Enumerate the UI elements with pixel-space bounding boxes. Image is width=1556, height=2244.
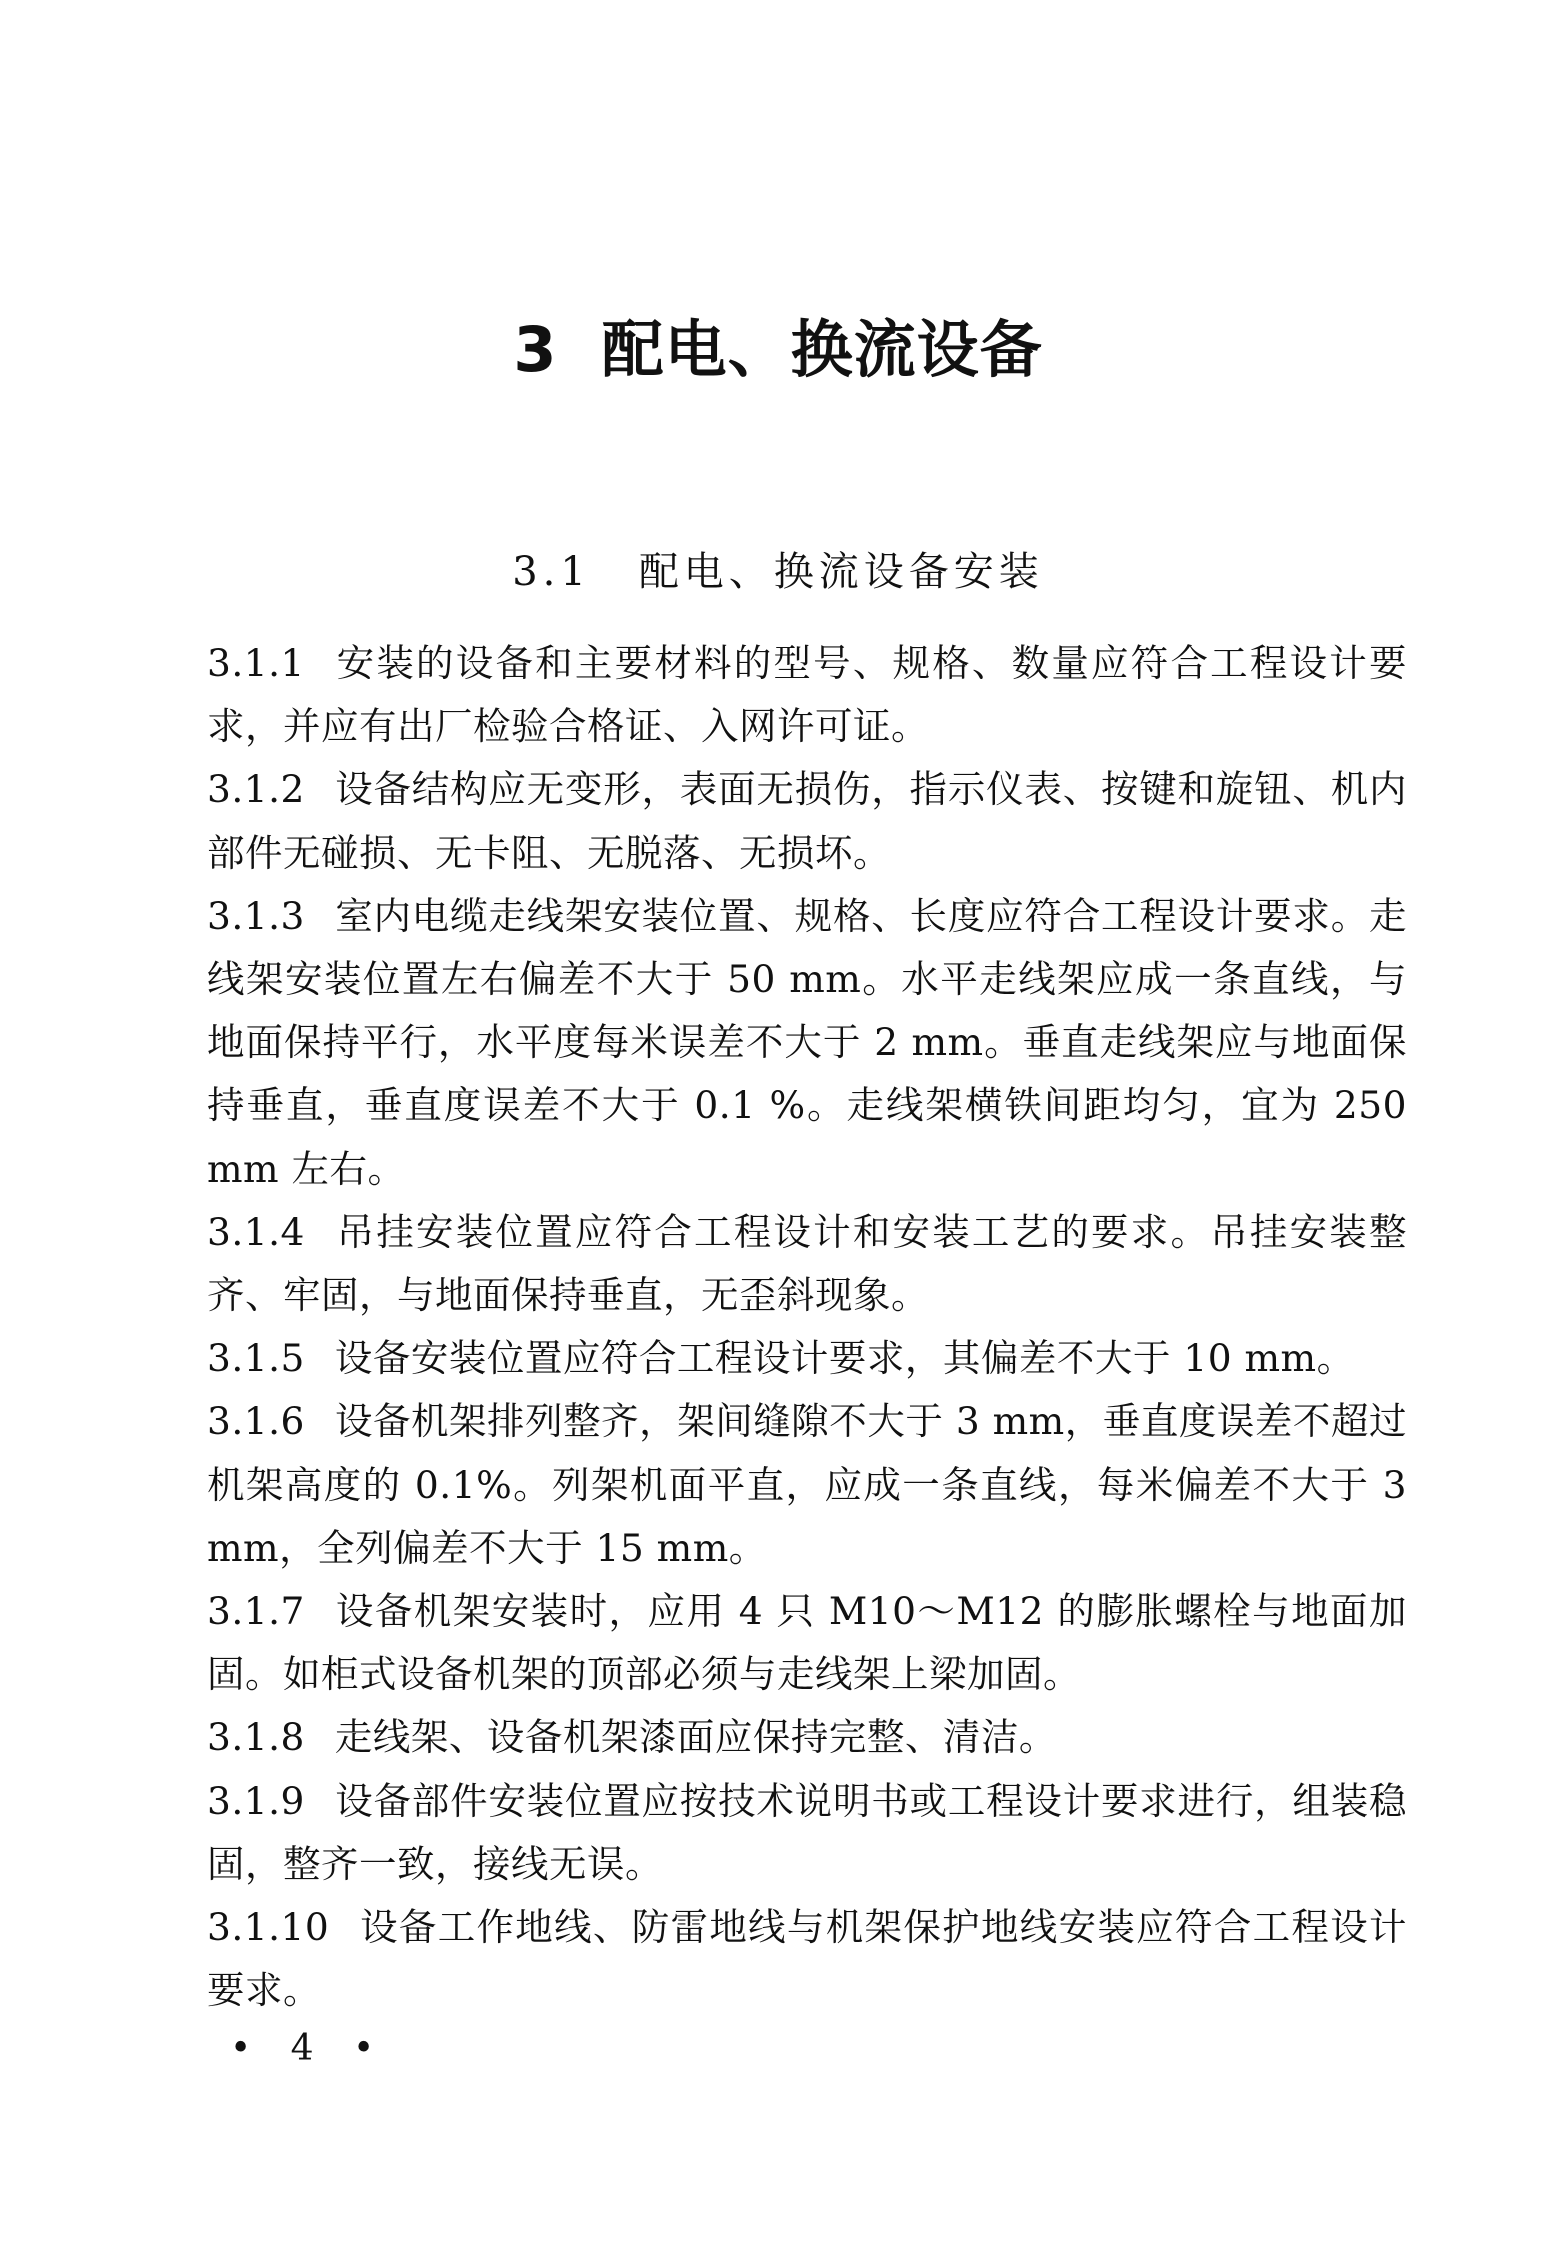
clause [207, 758, 1407, 884]
clause-number: 3.1.8 [207, 1715, 305, 1760]
clause-text: 设备工作地线、防雷地线与机架保护地线安装应符合工程设计要求。 [207, 1905, 1407, 2013]
clause [207, 632, 1407, 758]
section-title [0, 540, 1556, 597]
chapter-number: 3 [513, 313, 558, 386]
clause [207, 1896, 1407, 2022]
clause [207, 1580, 1407, 1706]
chapter-heading-text: 配电、换流设备 [601, 313, 1043, 386]
section-heading-text: 配电、换流设备安装 [638, 549, 1044, 595]
clause [207, 1706, 1407, 1769]
clause-list [207, 632, 1407, 2022]
clause-number: 3.1.2 [207, 767, 305, 812]
clause-text: 吊挂安装位置应符合工程设计和安装工艺的要求。吊挂安装整齐、牢固，与地面保持垂直，无歪斜现象。 [207, 1209, 1407, 1318]
clause-number: 3.1.5 [207, 1336, 305, 1381]
clause-text: 走线架、设备机架漆面应保持完整、清洁。 [334, 1715, 1057, 1760]
clause-number: 3.1.10 [207, 1905, 330, 1950]
chapter-title [0, 300, 1556, 389]
clause [207, 1201, 1407, 1327]
clause-number: 3.1.3 [207, 893, 305, 938]
clause-number: 3.1.7 [207, 1589, 305, 1634]
clause-text: 设备机架排列整齐，架间缝隙不大于 3 mm，垂直度误差不超过机架高度的 0.1%。列架机面平直，应成一条直线，每米偏差不大于 3 mm，全列偏差不大于 15 mm。 [207, 1399, 1407, 1570]
clause [207, 885, 1407, 1201]
section-number: 3.1 [512, 549, 591, 595]
clause-number: 3.1.9 [207, 1778, 305, 1823]
clause-text: 设备安装位置应符合工程设计要求，其偏差不大于 10 mm。 [334, 1336, 1355, 1381]
clause-text: 室内电缆走线架安装位置、规格、长度应符合工程设计要求。走线架安装位置左右偏差不大于 50 mm。水平走线架应成一条直线，与地面保持平行，水平度每米误差不大于 2 mm。垂直走线架应与地面保持垂直，垂直度误差不大于 0.1 %。走线架横铁间距均匀，宜为 250 mm 左右。 [207, 893, 1407, 1191]
clause-number: 3.1.6 [207, 1399, 305, 1444]
clause [207, 1770, 1407, 1896]
clause-text: 设备部件安装位置应按技术说明书或工程设计要求进行，组装稳固，整齐一致，接线无误。 [207, 1778, 1407, 1886]
clause-text: 设备机架安装时，应用 4 只 M10～M12 的膨胀螺栓与地面加固。如柜式设备机架的顶部必须与走线架上梁加固。 [207, 1589, 1407, 1697]
clause [207, 1390, 1407, 1580]
clause-number: 3.1.1 [207, 641, 305, 685]
clause-text: 设备结构应无变形，表面无损伤，指示仪表、按键和旋钮、机内部件无碰损、无卡阻、无脱落、无损坏。 [207, 767, 1407, 875]
page-number: • 4 • [230, 2028, 389, 2069]
clause-number: 3.1.4 [207, 1209, 305, 1254]
clause [207, 1327, 1407, 1390]
clause-text: 安装的设备和主要材料的型号、规格、数量应符合工程设计要求，并应有出厂检验合格证、入网许可证。 [207, 641, 1407, 749]
